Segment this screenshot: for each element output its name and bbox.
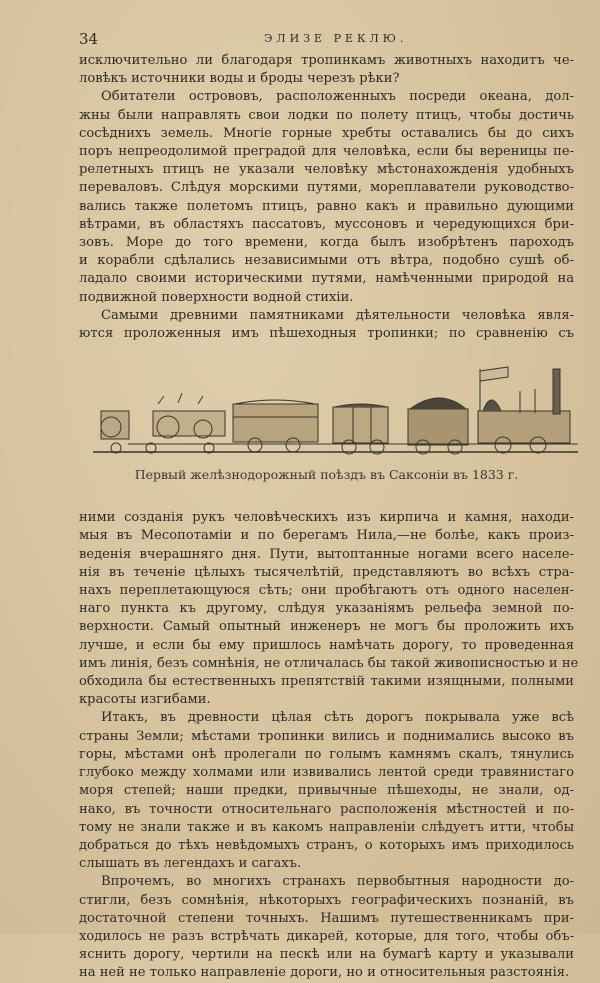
text-line: яснить дорогу, чертили на пескѣ или на бумагѣ карту и указывали [79, 947, 574, 963]
text-line: лучше, и если бы ему пришлось намѣчать дорогу, то проведенная [79, 637, 574, 653]
figure-caption: Первый желѣзнодорожный поѣздъ въ Саксоніи въ 1833 г. [134, 467, 519, 483]
text-line: обходила бы естественныхъ препятствій такими изящными, полными [79, 674, 574, 690]
text-line: зовъ. Море до того времени, когда былъ изобрѣтенъ пароходъ [79, 235, 574, 251]
text-line: тому не знали также и въ какомъ направленіи слѣдуетъ итти, чтобы [79, 819, 574, 835]
text-line: горы, мѣстами онѣ пролегали по голымъ камнямъ скалъ, тянулись [79, 746, 574, 762]
page-number: 34 [79, 30, 99, 48]
text-line: наго пункта къ другому, слѣдуя указаніямъ рельефа земной по- [79, 601, 574, 617]
text-line: слышать въ легендахъ и сагахъ. [79, 856, 302, 872]
text-line: достаточной степени точныхъ. Нашимъ путешественникамъ при- [79, 910, 574, 926]
text-line: добраться до тѣхъ невѣдомыхъ странъ, о которыхъ имъ приходилось [79, 837, 574, 853]
text-line: релетныхъ птицъ не указали человѣку мѣстонахожденія удобныхъ [79, 162, 574, 178]
text-line: стигли, безъ сомнѣнія, нѣкоторыхъ географическихъ познаній, въ [79, 892, 574, 908]
text-line: ловѣкъ источники воды и броды черезъ рѣки? [79, 71, 400, 87]
text-line: имъ линія, безъ сомнѣнія, не отличалась бы такой живописностью и не [79, 655, 579, 671]
text-line: нако, въ точности относительнаго расположенія мѣстностей и по- [79, 801, 574, 817]
text-line: ходилось не разъ встрѣчать дикарей, которые, для того, чтобы объ- [79, 928, 574, 944]
text-line: красоты изгибами. [79, 692, 211, 708]
text-block-top [79, 52, 574, 343]
text-line: и корабли сдѣлались независимыми отъ вѣтра, подобно сушѣ об- [79, 253, 574, 269]
text-line: глубоко между холмами или извивались лентой среди травянистаго [79, 765, 574, 781]
text-line: вались также полетомъ птицъ, равно какъ и правильно дующими [79, 198, 574, 214]
text-line: подвижной поверхности водной стихіи. [79, 289, 354, 305]
text-line: страны Земли; мѣстами тропинки вились и поднимались высоко въ [79, 728, 574, 744]
text-block-bottom [79, 509, 579, 982]
text-line: на ней не только направленіе дороги, но и относительныя разстоянія. [79, 965, 570, 981]
text-line: ются проложенныя имъ пѣшеходныя тропинки; по сравненію съ [79, 326, 574, 342]
text-line: поръ непреодолимой преградой для человѣка, если бы вереницы пе- [79, 144, 574, 160]
text-line: Итакъ, въ древности цѣлая сѣть дорогъ покрывала уже всѣ [101, 710, 574, 726]
text-line: нія въ теченіе цѣлыхъ тысячелѣтій, представляютъ во всѣхъ стра- [79, 564, 574, 580]
text-line: переваловъ. Слѣдуя морскими путями, мореплаватели руководство- [79, 180, 574, 196]
text-line: мыя въ Месопотаміи и по берегамъ Нила,—не болѣе, какъ произ- [79, 528, 574, 544]
page-header [79, 30, 574, 50]
text-line: исключительно ли благодаря тропинкамъ животныхъ находитъ че- [79, 53, 574, 68]
text-line: жны были направлять свои лодки по полету птицъ, чтобы достичь [79, 107, 574, 123]
train-illustration-figure [79, 345, 574, 503]
text-line: вѣтрами, въ областяхъ пассатовъ, муссоновъ и чередующихся бри- [79, 216, 574, 232]
text-line: Обитатели острововъ, расположенныхъ посреди океана, дол- [101, 89, 574, 105]
text-line: Самыми древними памятниками дѣятельности человѣка явля- [101, 307, 574, 323]
text-line: ними созданія рукъ человѣческихъ изъ кирпича и камня, находи- [79, 510, 574, 526]
text-line: нахъ переплетающуюся сѣть; они пробѣгаютъ отъ одного населен- [79, 583, 574, 599]
first-saxon-train-illustration-icon [83, 349, 583, 464]
running-title: ЭЛИЗЕ РЕКЛЮ. [264, 32, 408, 45]
text-line: ладало своими историческими путями, намѣченными природой на [79, 271, 574, 287]
text-line: верхности. Самый опытный инженеръ не могъ бы проложить ихъ [79, 619, 574, 635]
text-line: Впрочемъ, во многихъ странахъ первобытныя народности до- [101, 874, 574, 890]
text-line: веденія вчерашняго дня. Пути, вытоптанные ногами всего населе- [79, 546, 574, 562]
text-line: моря степей; наши предки, привычные пѣшеходы, не знали, од- [79, 783, 574, 799]
text-line: сосѣднихъ земель. Многіе горные хребты оставались бы до сихъ [79, 125, 574, 141]
book-page [79, 30, 579, 983]
